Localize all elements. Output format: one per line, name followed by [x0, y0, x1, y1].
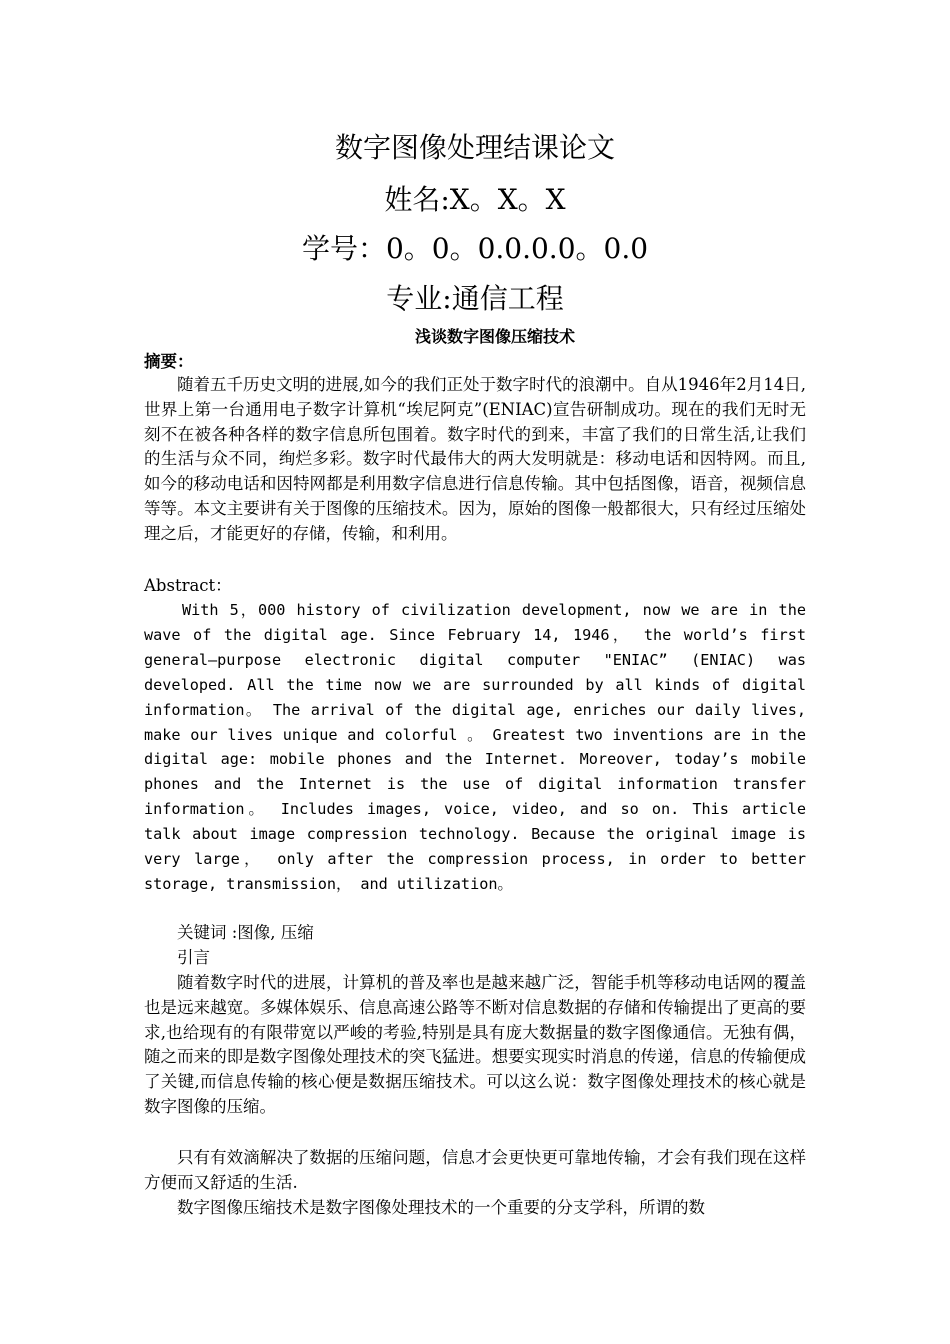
major: 专业:通信工程 [386, 282, 564, 315]
intro-paragraph-2: 只有有效滴解决了数据的压缩问题，信息才会更快更可靠地传输，才会有我们现在这样方便而又舒适的生活. [144, 1148, 806, 1192]
student-id: 学号：0。0。0.0.0.0。0.0 [301, 232, 649, 265]
intro-heading: 引言 [177, 948, 210, 967]
paper-title: 数字图像处理结课论文 [334, 131, 615, 164]
abstract-label-zh: 摘要： [144, 352, 194, 371]
author-name: 姓名:X。X。X [384, 183, 566, 216]
abstract-zh-paragraph: 随着五千历史文明的进展,如今的我们正处于数字时代的浪潮中。自从1946年2月14日,世界上第一台通用电子数字计算机“埃尼阿克”(ENIAC)宣告研制成功。现在的我们无时无刻不在被各种各样的数字信息所包围着。数字时代的到来，丰富了我们的日常生活,让我们的生活与众不同，绚烂多彩。数字时代最伟大的两大发明就是：移动电话和因特网。而且,如今的移动电话和因特网都是利用数字信息进行信息传输。其中包括图像，语音，视频信息等等。本文主要讲有关于图像的压缩技术。因为，原始的图像一般都很大，只有经过压缩处理之后，才能更好的存储，传输，和利用。 [144, 375, 806, 543]
intro-paragraph-3: 数字图像压缩技术是数字图像处理技术的一个重要的分支学科，所谓的数 [177, 1198, 705, 1217]
abstract-label-en: Abstract： [144, 576, 232, 595]
article-subtitle: 浅谈数字图像压缩技术 [414, 327, 575, 346]
intro-paragraph-1: 随着数字时代的进展，计算机的普及率也是越来越广泛，智能手机等移动电话网的覆盖也是远来越宽。多媒体娱乐、信息高速公路等不断对信息数据的存储和传输提出了更高的要求,也给现有的有限带宽以严峻的考验,特别是具有庞大数据量的数字图像通信。无独有偶，随之而来的即是数字图像处理技术的突飞猛进。想要实现实时消息的传递，信息的传输便成了关键,而信息传输的核心便是数据压缩技术。可以这么说：数字图像处理技术的核心就是数字图像的压缩。 [144, 973, 806, 1116]
keywords-line: 关键词 :图像, 压缩 [177, 923, 314, 942]
abstract-en-paragraph: With 5，000 history of civilization development, now we are in the wave of the digital age. Since February 14, 1946， the world’s first general—purpose electronic digital computer "ENIAC” (ENIAC) was developed. All the time now we are surrounded by all kinds of digital information。 The arrival of the digital age, enriches our daily lives, make our lives unique and colorful 。 Greatest two inventions are in the digital age: mobile phones and the Internet. Moreover, today’s mobile phones and the Internet is the use of digital information transfer information。 Includes images, voice, video, and so on. This article talk about image compression technology. Because the original image is very large， only after the compression process, in order to better storage, transmission， and utilization。 [144, 601, 806, 893]
